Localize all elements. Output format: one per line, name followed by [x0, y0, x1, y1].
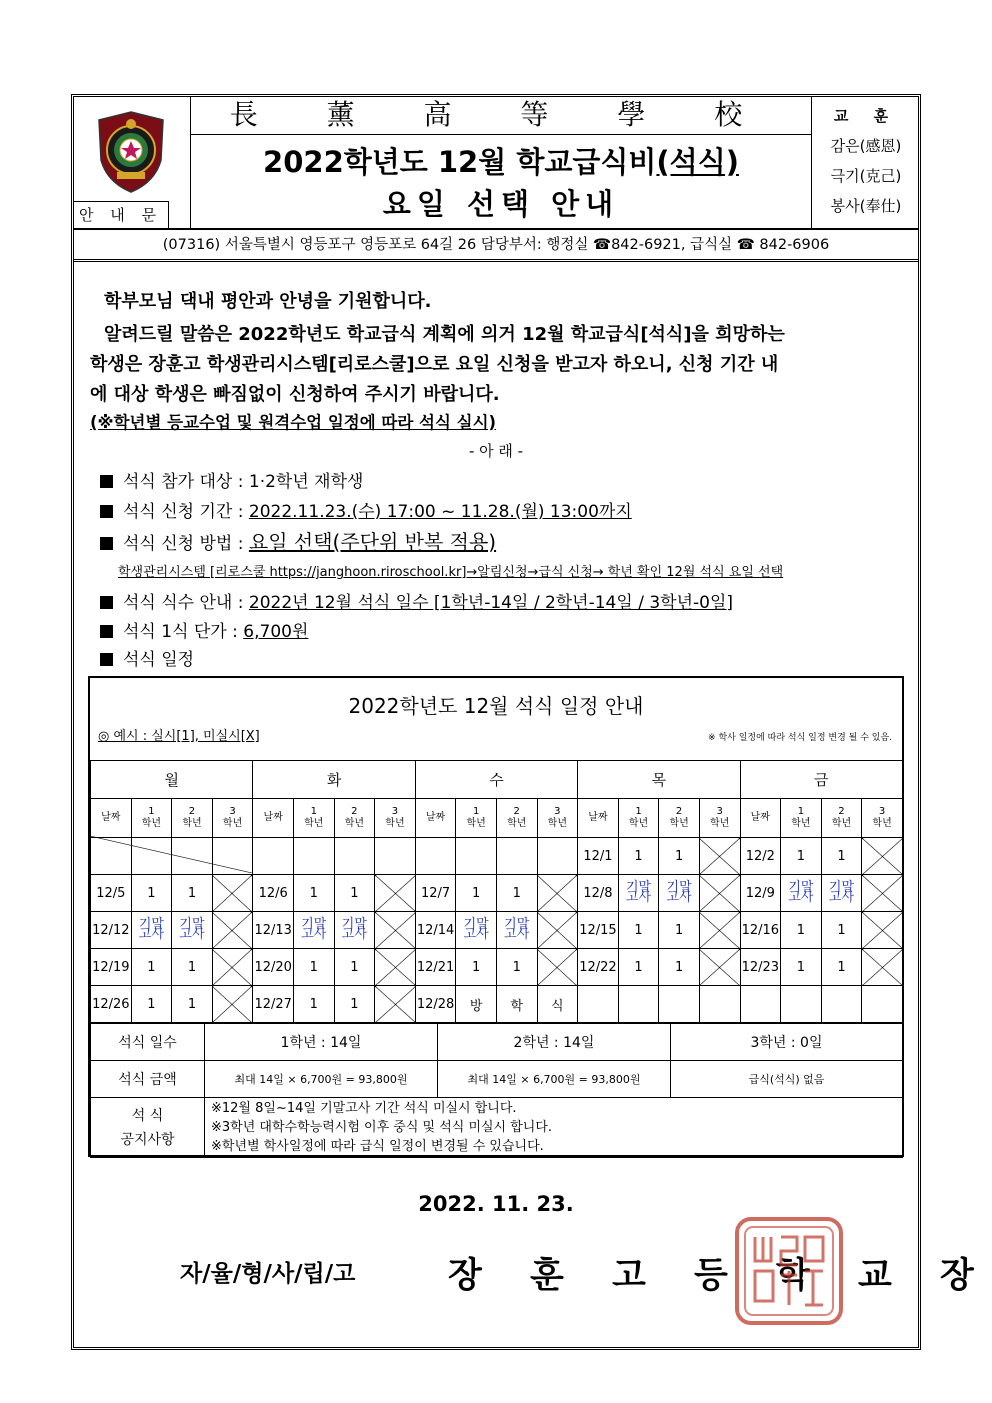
title-line2: 요일 선택 안내: [382, 187, 620, 221]
paragraph-line: 알려드릴 말씀은 2022학년도 학교급식 계획에 의거 12월 학교급식[석식]을 희망하는: [104, 324, 785, 345]
empty-cell: [375, 838, 416, 875]
empty-cell: [496, 838, 537, 875]
date-cell: [91, 838, 132, 875]
not-served-cell: [862, 912, 903, 949]
served-cell: 1: [496, 949, 537, 986]
motto-item: 봉사(奉仕): [830, 197, 902, 215]
schedule-grid: [90, 760, 903, 1023]
issue-date: 2022. 11. 23.: [418, 1192, 574, 1216]
title-line1-dinner: (석식): [656, 145, 739, 179]
vacation-cell: 학: [496, 986, 537, 1023]
note-line: (※학년별 등교수업 및 원격수업 일정에 따라 석식 실시): [90, 413, 497, 432]
date-cell: 12/5: [91, 875, 132, 912]
summary-amount-cell: 최대 14일 × 6,700원 = 93,800원: [438, 1061, 671, 1098]
date-cell: 12/2: [740, 838, 781, 875]
title-line1-main: 2022학년도 12월 학교급식비: [263, 145, 657, 179]
notice-label: 안 내 문: [73, 201, 169, 228]
date-cell: [253, 838, 294, 875]
week-row: [91, 986, 903, 1023]
served-cell: 1: [131, 949, 172, 986]
item-label: 석식 일정: [123, 650, 195, 670]
not-served-cell: [212, 912, 253, 949]
empty-cell: [334, 838, 375, 875]
grade-header: 3 학년: [212, 799, 253, 838]
summary-amount-row: [91, 1061, 903, 1098]
served-cell: 1: [618, 838, 659, 875]
summary-amount-cell: 급식(석식) 없음: [671, 1061, 903, 1098]
system-path: 학생관리시스템 [리로스쿨 https://janghoon.riroschool.kr]→알림신청→급식 신청→ 학년 확인 12월 석식 요일 선택: [118, 565, 784, 580]
grade-header: 2 학년: [659, 799, 700, 838]
greeting: 학부모님 댁내 평안과 안녕을 기원합니다.: [104, 291, 432, 312]
square-bullet-icon: [100, 505, 113, 518]
title-line1: [191, 140, 811, 181]
not-served-cell: [212, 875, 253, 912]
date-cell: 12/27: [253, 986, 294, 1023]
empty-cell: [293, 838, 334, 875]
summary-amount-cell: 최대 14일 × 6,700원 = 93,800원: [205, 1061, 438, 1098]
served-cell: 1: [456, 949, 497, 986]
empty-cell: [456, 838, 497, 875]
info-item-count: [100, 588, 733, 613]
vacation-cell: 방: [456, 986, 497, 1023]
item-value: 요일 선택(주단위 반복 적용): [248, 530, 497, 554]
empty-cell: [172, 838, 213, 875]
motto-item: 극기(克己): [830, 167, 902, 185]
summary-days-label: 석식 일수: [91, 1024, 205, 1061]
exam-cell: 기말 고사: [781, 875, 822, 912]
grade-header: 날짜: [578, 799, 619, 838]
grade-header: 날짜: [91, 799, 132, 838]
served-cell: 1: [334, 986, 375, 1023]
empty-cell: [821, 986, 862, 1023]
exam-cell: 기말 고사: [659, 875, 700, 912]
grade-header: 3 학년: [699, 799, 740, 838]
served-cell: 1: [781, 949, 822, 986]
square-bullet-icon: [100, 596, 113, 609]
served-cell: 1: [618, 949, 659, 986]
weekday-header: 수: [415, 761, 577, 799]
square-bullet-icon: [100, 537, 113, 550]
notice-line: ※3학년 대학수학능력시험 이후 중식 및 석식 미실시 합니다.: [211, 1120, 553, 1135]
served-cell: 1: [293, 875, 334, 912]
paragraph-line: 에 대상 학생은 빠짐없이 신청하여 주시기 바랍니다.: [90, 384, 500, 405]
item-value: 1·2학년 재학생: [248, 472, 364, 492]
empty-cell: [862, 986, 903, 1023]
grade-header: 3 학년: [375, 799, 416, 838]
school-emblem-icon: [95, 110, 167, 194]
header: [73, 96, 919, 230]
not-served-cell: [699, 949, 740, 986]
served-cell: 1: [496, 875, 537, 912]
grade-header: 날짜: [740, 799, 781, 838]
empty-cell: [618, 986, 659, 1023]
below-heading: - 아 래 -: [468, 442, 524, 460]
served-cell: 1: [172, 949, 213, 986]
date-cell: 12/7: [415, 875, 456, 912]
summary-days-row: [91, 1024, 903, 1061]
schedule-box: [88, 676, 904, 1157]
item-label: 석식 식수 안내 :: [123, 593, 244, 613]
school-name: 長 薰 高 等 學 校: [191, 96, 811, 135]
served-cell: 1: [334, 949, 375, 986]
not-served-cell: [862, 949, 903, 986]
not-served-cell: [699, 875, 740, 912]
vacation-cell: 식: [537, 986, 578, 1023]
item-label: 석식 1식 단가 :: [123, 622, 238, 642]
exam-cell: 기말 고사: [293, 912, 334, 949]
item-label: 석식 참가 대상 :: [123, 472, 244, 492]
summary-notice-label: 석 식 공지사항: [91, 1098, 205, 1158]
date-cell: 12/19: [91, 949, 132, 986]
week-row: [91, 949, 903, 986]
week-row: [91, 912, 903, 949]
date-cell: 12/21: [415, 949, 456, 986]
served-cell: 1: [821, 838, 862, 875]
summary-notice-row: [91, 1098, 903, 1158]
date-cell: 12/14: [415, 912, 456, 949]
schedule-note: ※ 학사 일정에 따라 석식 일정 변경 될 수 있음.: [708, 733, 892, 743]
served-cell: 1: [659, 949, 700, 986]
grade-header: 1 학년: [456, 799, 497, 838]
date-cell: 12/23: [740, 949, 781, 986]
grade-header: 2 학년: [496, 799, 537, 838]
not-served-cell: [212, 986, 253, 1023]
grade-header: 1 학년: [781, 799, 822, 838]
served-cell: 1: [293, 949, 334, 986]
exam-cell: 기말 고사: [618, 875, 659, 912]
not-served-cell: [699, 838, 740, 875]
weekday-header: 금: [740, 761, 902, 799]
item-value: 6,700원: [243, 622, 309, 642]
date-cell: 12/15: [578, 912, 619, 949]
summary-days-cell: 1학년 : 14일: [205, 1024, 438, 1061]
school-slogan: 자/율/형/사/립/고: [180, 1261, 356, 1287]
not-served-cell: [699, 912, 740, 949]
weekday-header: 화: [253, 761, 415, 799]
empty-cell: [212, 838, 253, 875]
served-cell: 1: [618, 912, 659, 949]
grade-header: 2 학년: [172, 799, 213, 838]
notice-line: ※학년별 학사일정에 따라 급식 일정이 변경될 수 있습니다.: [211, 1139, 544, 1154]
grade-header: 1 학년: [131, 799, 172, 838]
date-cell: [740, 986, 781, 1023]
date-cell: 12/22: [578, 949, 619, 986]
date-cell: 12/26: [91, 986, 132, 1023]
date-cell: 12/12: [91, 912, 132, 949]
square-bullet-icon: [100, 653, 113, 666]
square-bullet-icon: [100, 625, 113, 638]
date-cell: 12/20: [253, 949, 294, 986]
item-label: 석식 신청 기간 :: [123, 502, 244, 522]
motto-heading: 교 훈: [833, 107, 899, 125]
served-cell: 1: [821, 949, 862, 986]
exam-cell: 기말 고사: [456, 912, 497, 949]
grade-header: 1 학년: [618, 799, 659, 838]
exam-cell: 기말 고사: [496, 912, 537, 949]
official-seal-icon: [733, 1215, 845, 1327]
served-cell: 1: [293, 986, 334, 1023]
weekday-header-row: [91, 761, 903, 799]
summary-amount-label: 석식 금액: [91, 1061, 205, 1098]
served-cell: 1: [334, 875, 375, 912]
grade-header: 3 학년: [862, 799, 903, 838]
not-served-cell: [862, 875, 903, 912]
info-item-period: [100, 497, 632, 522]
empty-cell: [781, 986, 822, 1023]
summary-notices: [205, 1098, 903, 1158]
exam-cell: 기말 고사: [131, 912, 172, 949]
paragraph-line: 학생은 장훈고 학생관리시스템[리로스쿨]으로 요일 신청을 받고자 하오니, 신청 기간 내: [90, 354, 779, 375]
served-cell: 1: [131, 986, 172, 1023]
served-cell: 1: [172, 875, 213, 912]
not-served-cell: [862, 838, 903, 875]
grade-header: 날짜: [415, 799, 456, 838]
square-bullet-icon: [100, 475, 113, 488]
served-cell: 1: [131, 875, 172, 912]
week-row: [91, 875, 903, 912]
info-item-target: [100, 467, 363, 492]
served-cell: 1: [659, 838, 700, 875]
not-served-cell: [537, 875, 578, 912]
info-item-method: [100, 526, 496, 555]
not-served-cell: [537, 912, 578, 949]
exam-cell: 기말 고사: [172, 912, 213, 949]
schedule-summary: [90, 1023, 903, 1158]
info-item-price: [100, 617, 308, 642]
served-cell: 1: [456, 875, 497, 912]
not-served-cell: [375, 875, 416, 912]
date-cell: 12/9: [740, 875, 781, 912]
motto-item: 감은(感恩): [830, 137, 902, 155]
not-served-cell: [375, 912, 416, 949]
weekday-header: 목: [578, 761, 740, 799]
served-cell: 1: [781, 912, 822, 949]
schedule-title: 2022학년도 12월 석식 일정 안내: [348, 694, 644, 718]
date-cell: [578, 986, 619, 1023]
grade-header: 1 학년: [293, 799, 334, 838]
grade-header: 2 학년: [334, 799, 375, 838]
not-served-cell: [375, 986, 416, 1023]
date-cell: 12/8: [578, 875, 619, 912]
served-cell: 1: [781, 838, 822, 875]
served-cell: 1: [172, 986, 213, 1023]
empty-cell: [659, 986, 700, 1023]
exam-cell: 기말 고사: [334, 912, 375, 949]
principal-signature: 장 훈 고 등 학 교 장: [448, 1256, 992, 1296]
date-cell: [415, 838, 456, 875]
date-cell: 12/1: [578, 838, 619, 875]
exam-cell: 기말 고사: [821, 875, 862, 912]
grade-header-row: [91, 799, 903, 838]
item-value: 2022년 12월 석식 일수 [1학년-14일 / 2학년-14일 / 3학년-0일]: [248, 593, 733, 613]
grade-header: 날짜: [253, 799, 294, 838]
school-motto: [811, 96, 920, 228]
grade-header: 3 학년: [537, 799, 578, 838]
item-label: 석식 신청 방법 :: [123, 534, 244, 554]
schedule-example: ◎ 예시 : 실시[1], 미실시[X]: [98, 729, 260, 744]
empty-cell: [131, 838, 172, 875]
not-served-cell: [375, 949, 416, 986]
served-cell: 1: [659, 912, 700, 949]
address-line: (07316) 서울특별시 영등포구 영등포로 64길 26 담당부서: 행정실 ☎842-6921, 급식실 ☎ 842-6906: [73, 229, 919, 262]
date-cell: 12/16: [740, 912, 781, 949]
not-served-cell: [212, 949, 253, 986]
grade-header: 2 학년: [821, 799, 862, 838]
empty-cell: [699, 986, 740, 1023]
date-cell: 12/6: [253, 875, 294, 912]
served-cell: 1: [821, 912, 862, 949]
week-row: [91, 838, 903, 875]
item-value: 2022.11.23.(수) 17:00 ~ 11.28.(월) 13:00까지: [248, 502, 632, 522]
empty-cell: [537, 838, 578, 875]
summary-days-cell: 2학년 : 14일: [438, 1024, 671, 1061]
weekday-header: 월: [91, 761, 253, 799]
info-item-schedule: [100, 645, 194, 670]
summary-days-cell: 3학년 : 0일: [671, 1024, 903, 1061]
date-cell: 12/28: [415, 986, 456, 1023]
not-served-cell: [537, 949, 578, 986]
date-cell: 12/13: [253, 912, 294, 949]
notice-line: ※12월 8일~14일 기말고사 기간 석식 미실시 합니다.: [211, 1101, 517, 1116]
